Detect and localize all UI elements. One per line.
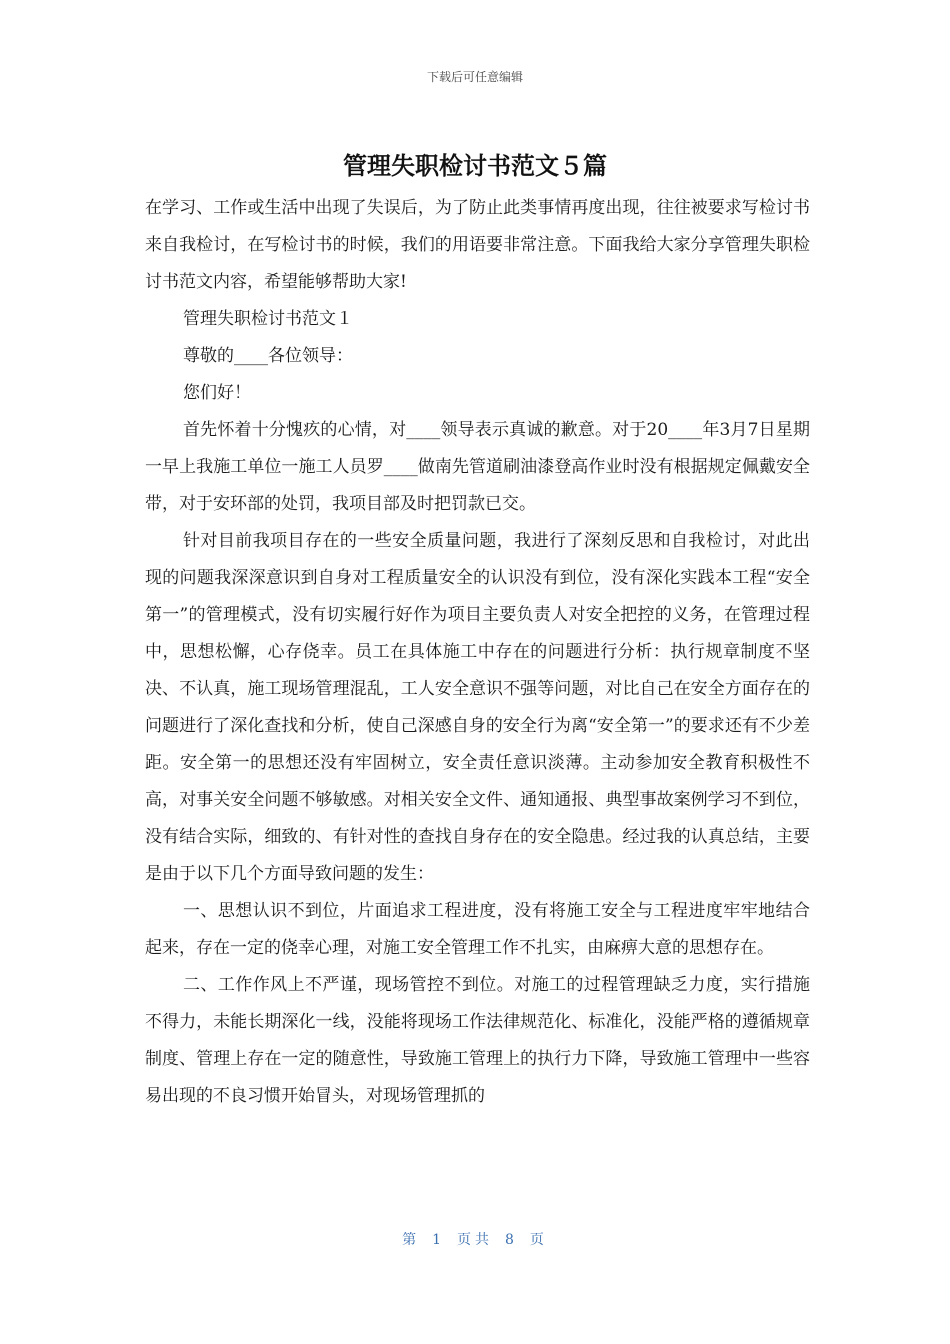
paragraph: 管理失职检讨书范文１ xyxy=(183,309,353,329)
page-footer xyxy=(0,1229,950,1249)
header-note: 下载后可任意编辑 xyxy=(426,70,523,84)
paragraph: 尊敬的____各位领导： xyxy=(183,346,353,366)
paragraph: 首先怀着十分愧疚的心情，对____领导表示真诚的歉意。对于20____年3月7日星期一早上我施工单位一施工人员罗____做南先管道刷油漆登高作业时没有根据规定佩戴安全带，对于安环部的处罚，我项目部及时把罚款已交。 xyxy=(145,420,810,514)
document-body xyxy=(145,190,810,1115)
paragraph: 二、工作作风上不严谨，现场管控不到位。对施工的过程管理缺乏力度，实行措施不得力，未能长期深化一线，没能将现场工作法律规范化、标准化，没能严格的遵循规章制度、管理上存在一定的随意性，导致施工管理上的执行力下降，导致施工管理中一些容易出现的不良习惯开始冒头，对现场管理抓的 xyxy=(145,975,810,1106)
footer-total-pages: 8 xyxy=(505,1232,518,1248)
paragraph: 您们好！ xyxy=(183,383,251,403)
paragraph: 针对目前我项目存在的一些安全质量问题，我进行了深刻反思和自我检讨，对此出现的问题我深深意识到自身对工程质量安全的认识没有到位，没有深化实践本工程“安全第一”的管理模式，没有切实履行好作为项目主要负责人对安全把控的义务，在管理过程中，思想松懈，心存侥幸。员工在具体施工中存在的问题进行分析：执行规章制度不坚决、不认真，施工现场管理混乱，工人安全意识不强等问题，对比自己在安全方面存在的问题进行了深化查找和分析，使自己深感自身的安全行为离“安全第一”的要求还有不少差距。安全第一的思想还没有牢固树立，安全责任意识淡薄。主动参加安全教育积极性不高，对事关安全问题不够敏感。对相关安全文件、通知通报、典型事故案例学习不到位，没有结合实际，细致的、有针对性的查找自身存在的安全隐患。经过我的认真总结，主要是由于以下几个方面导致问题的发生： xyxy=(145,531,810,884)
footer-page-number: 1 xyxy=(432,1232,445,1248)
paragraph: 在学习、工作或生活中出现了失误后，为了防止此类事情再度出现，往往被要求写检讨书来自我检讨，在写检讨书的时候，我们的用语要非常注意。下面我给大家分享管理失职检讨书范文内容，希望能够帮助大家! xyxy=(145,198,810,292)
footer-suffix: 页 xyxy=(529,1232,548,1248)
paragraph: 一、思想认识不到位，片面追求工程进度，没有将施工安全与工程进度牢牢地结合起来，存在一定的侥幸心理，对施工安全管理工作不扎实，由麻痹大意的思想存在。 xyxy=(145,901,810,958)
footer-prefix: 第 xyxy=(402,1232,421,1248)
footer-middle: 页共 xyxy=(457,1232,493,1248)
document-title: 管理失职检讨书范文５篇 xyxy=(343,152,607,180)
